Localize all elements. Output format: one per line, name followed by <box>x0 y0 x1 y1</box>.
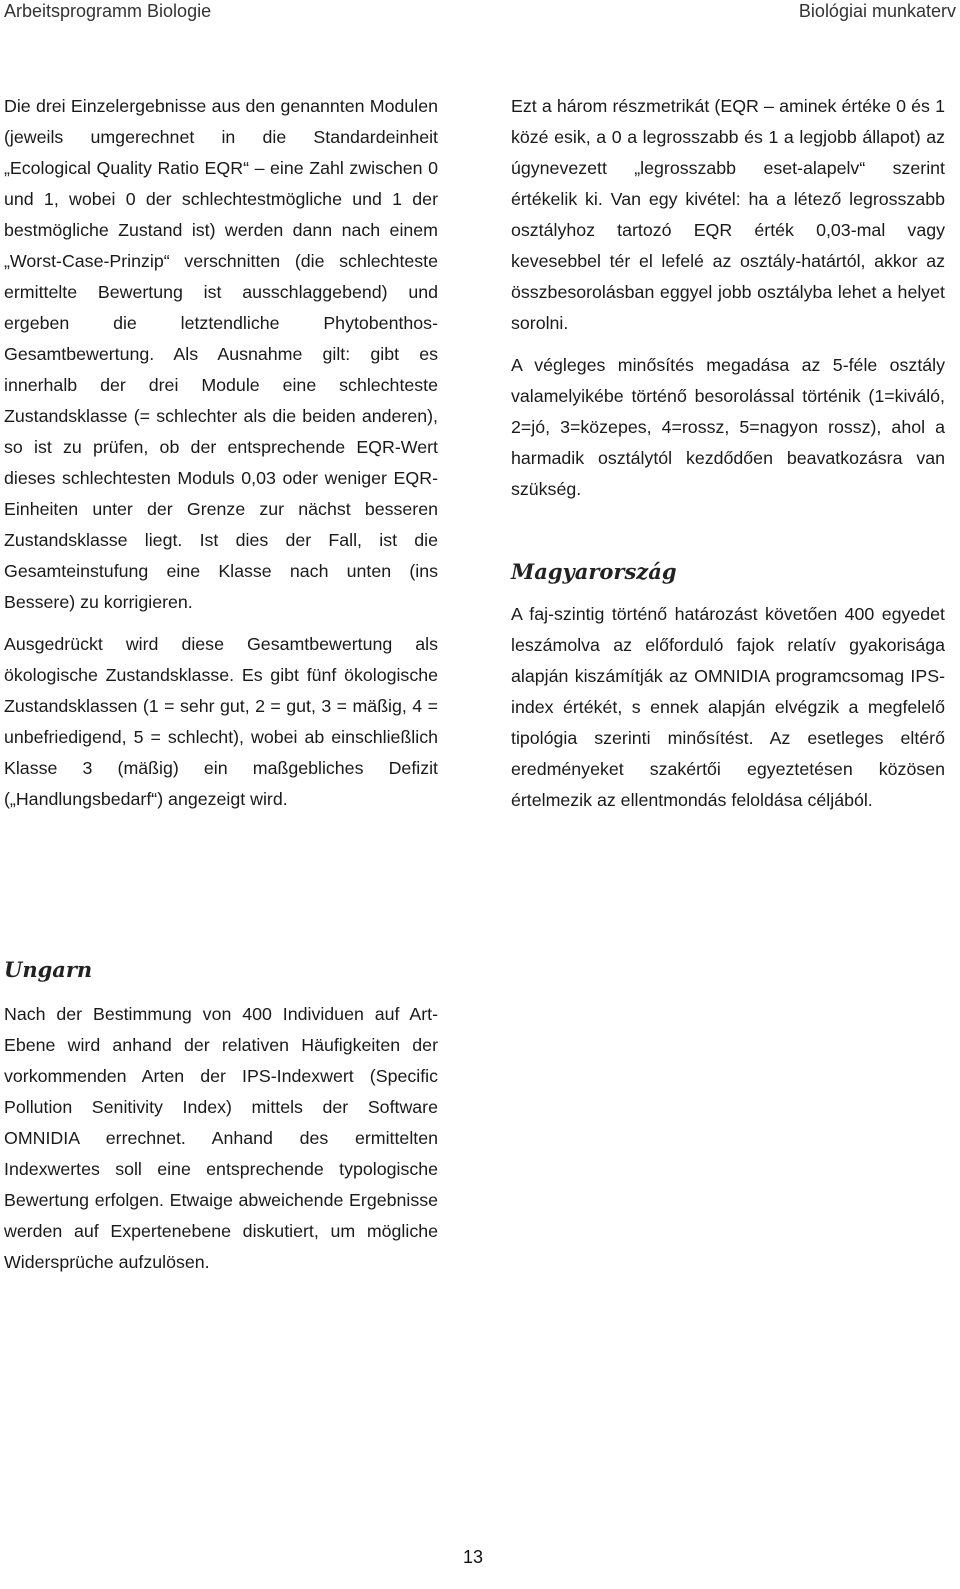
german-paragraph-status-classes: Ausgedrückt wird diese Gesamtbewertung als ökologische Zustandsklasse. Es gibt fünf ökologische Zustandsklassen (1 = sehr gut, 2 = gut, 3 = mäßig, 4 = unbefriedigend, 5 = schlecht), wobei ab einschließlich Klasse 3 (mäßig) ein maßgebliches Defizit („Handlungsbedarf“) angezeigt wird. <box>4 634 438 809</box>
header-title-german: Arbeitsprogramm Biologie <box>4 1 212 21</box>
hungarian-paragraph-evaluation: Ezt a három részmetrikát (EQR – aminek értéke 0 és 1 közé esik, a 0 a legrosszabb és 1 a legjobb állapot) az úgynevezett „legrosszabb eset-alapelv“ szerint értékelik ki. Van egy kivétel: ha a létező legrosszabb osztályhoz tartozó EQR érték 0,03-mal vagy kevesebbel tér el lefelé az osztály-határtól, akkor az összbesorolásban eggyel jobb osztályba lehet a helyet sorolni. <box>511 96 945 333</box>
hungarian-paragraph-status-classes: A végleges minősítés megadása az 5-féle osztály valamelyikébe történő besorolással történik (1=kiváló, 2=jó, 3=közepes, 4=rossz, 5=nagyon rossz), ahol a harmadik osztálytól kezdődően beavatkozásra van szükség. <box>511 355 945 499</box>
german-paragraph-ips-index: Nach der Bestimmung von 400 Individuen auf Art-Ebene wird anhand der relativen Häufigkeiten der vorkommenden Arten der IPS-Indexwert (Specific Pollution Senitivity Index) mittels der Software OMNIDIA errechnet. Anhand des ermittelten Indexwertes soll eine entsprechende typologische Bewertung erfolgen. Etwaige abweichende Ergebnisse werden auf Expertenebene diskutiert, um mögliche Widersprüche aufzulösen. <box>4 1004 438 1272</box>
bottom-section-german <box>4 955 438 1278</box>
hungarian-paragraph-ips-index: A faj-szintig történő határozást követően 400 egyedet leszámolva az előforduló fajok relatív gyakorisága alapján kiszámítják az OMNIDIA programcsomag IPS-index értékét, s ennek alapján elvégzik a megfelelő tipológia szerinti minősítést. Az esetleges eltérő eredményeket szakértői egyeztetésen közösen értelmezik az ellentmondás feloldása céljából. <box>511 604 945 810</box>
section-heading-hungary: Magyarország <box>511 559 677 584</box>
right-column-hungarian <box>511 91 945 816</box>
page-number: 13 <box>462 1547 484 1567</box>
left-column-german <box>4 91 438 815</box>
section-heading-ungarn: Ungarn <box>4 957 93 982</box>
header-title-hungarian: Biológiai munkaterv <box>798 1 956 21</box>
german-paragraph-evaluation: Die drei Einzelergebnisse aus den genannten Modulen (jeweils umgerechnet in die Standardeinheit „Ecological Quality Ratio EQR“ – eine Zahl zwischen 0 und 1, wobei 0 der schlechtestmögliche und 1 der bestmögliche Zustand ist) werden dann nach einem „Worst-Case-Prinzip“ verschnitten (die schlechteste ermittelte Bewertung ist ausschlaggebend) und ergeben die letztendliche Phytobenthos-Gesamtbewertung. Als Ausnahme gilt: gibt es innerhalb der drei Module eine schlechteste Zustandsklasse (= schlechter als die beiden anderen), so ist zu prüfen, ob der entsprechende EQR-Wert dieses schlechtesten Moduls 0,03 oder weniger EQR-Einheiten unter der Grenze zur nächst besseren Zustandsklasse liegt. Ist dies der Fall, ist die Gesamteinstufung eine Klasse nach unten (ins Bessere) zu korrigieren. <box>4 96 438 612</box>
